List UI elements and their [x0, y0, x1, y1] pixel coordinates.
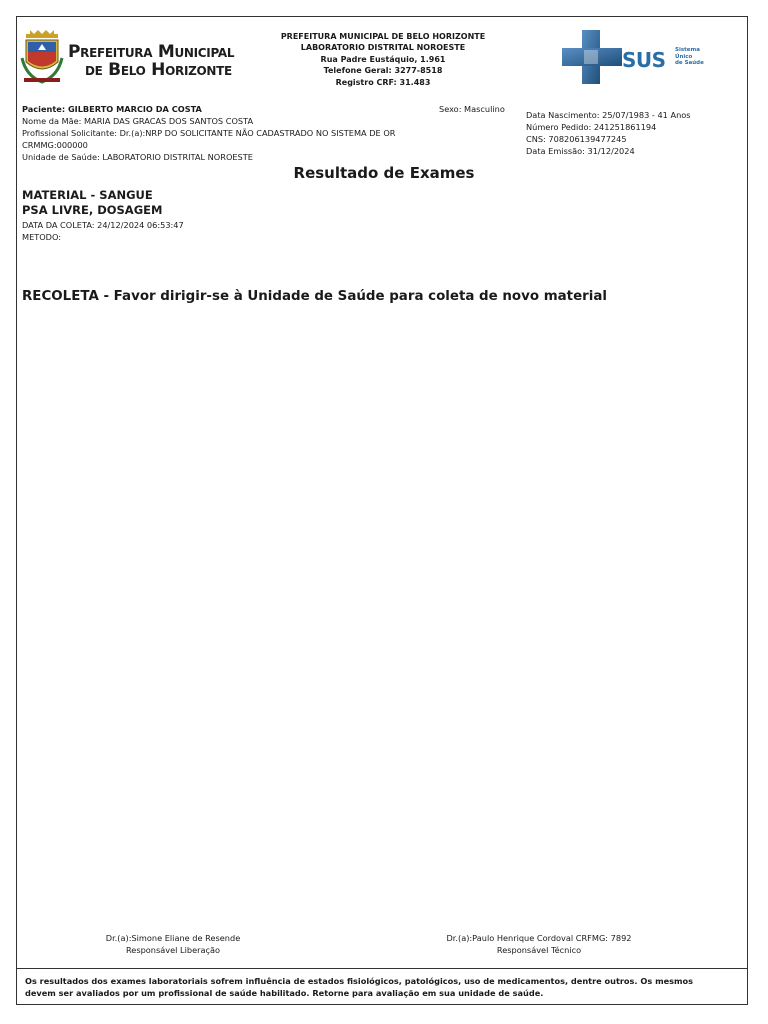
pbh-logo: [20, 28, 235, 88]
report-title: Resultado de Exames: [293, 164, 475, 182]
signature-release: [53, 932, 293, 956]
patient-meta: [526, 109, 691, 157]
method-label: METODO:: [22, 231, 62, 242]
health-unit: Unidade de Saúde: LABORATORIO DISTRITAL NOROESTE: [22, 152, 253, 162]
recollect-notice: RECOLETA - Favor dirigir-se à Unidade de Saúde para coleta de novo material: [22, 289, 607, 304]
technical-doctor-role: Responsável Técnico: [496, 945, 582, 955]
lab-name: LABORATORIO DISTRITAL NOROESTE: [300, 43, 466, 53]
crmmg: CRMMG:000000: [22, 140, 88, 150]
patient-sex: Sexo: Masculino: [439, 104, 505, 114]
mother-name: Nome da Mãe: MARIA DAS GRACAS DOS SANTOS COSTA: [22, 116, 254, 126]
sus-sub-line1: Sistema: [675, 47, 700, 53]
technical-doctor-name: Dr.(a):Paulo Henrique Cordoval CRFMG: 7892: [446, 933, 632, 943]
cns-number: CNS: 708206139477245: [526, 134, 627, 144]
sus-subtitle: [675, 47, 704, 67]
sus-sub-line3: de Saúde: [675, 60, 704, 66]
exam-header: [22, 188, 162, 218]
material-label: MATERIAL - SANGUE: [22, 188, 153, 202]
lab-address: Rua Padre Eustáquio, 1.961: [320, 54, 446, 64]
collection-info: [22, 220, 184, 243]
coat-of-arms-icon: [20, 28, 64, 86]
collection-date: DATA DA COLETA: 24/12/2024 06:53:47: [22, 220, 184, 230]
signature-technical: [419, 932, 659, 956]
requesting-professional: Profissional Solicitante: Dr.(a):NRP DO SOLICITANTE NÃO CADASTRADO NO SISTEMA DE OR: [22, 128, 396, 138]
institution-name: PREFEITURA MUNICIPAL DE BELO HORIZONTE: [280, 32, 486, 41]
lab-crf: Registro CRF: 31.483: [335, 77, 431, 87]
emission-date: Data Emissão: 31/12/2024: [526, 146, 635, 156]
lab-phone: Telefone Geral: 3277-8518: [323, 66, 443, 76]
footer-disclaimer: Os resultados dos exames laboratoriais sofrem influência de estados fisiológicos, patológicos, uso de medicamentos, dentre outros. Os mesmos devem ser avaliados por um profissional de saúde habilitado. Retorne para avaliação em sua unidade de saúde.: [25, 976, 694, 998]
release-doctor-name: Dr.(a):Simone Eliane de Resende: [105, 933, 241, 943]
sus-cross-icon: [560, 28, 624, 88]
pbh-logo-line1: Prefeitura Municipal: [68, 42, 235, 62]
birth-date: Data Nascimento: 25/07/1983 - 41 Anos: [526, 110, 691, 120]
pbh-logo-text: [68, 43, 234, 79]
footer-divider: [16, 968, 748, 969]
pbh-logo-line2: de Belo Horizonte: [85, 60, 232, 80]
order-number: Número Pedido: 241251861194: [526, 122, 657, 132]
sus-logo: [560, 28, 720, 88]
patient-name: Paciente: GILBERTO MARCIO DA COSTA: [22, 104, 202, 114]
sus-sub-line2: Único: [675, 53, 693, 60]
exam-name: PSA LIVRE, DOSAGEM: [22, 203, 163, 217]
lab-header: [240, 31, 526, 88]
patient-info: [22, 103, 432, 163]
sus-wordmark: SUS: [622, 48, 666, 72]
release-doctor-role: Responsável Liberação: [125, 945, 221, 955]
